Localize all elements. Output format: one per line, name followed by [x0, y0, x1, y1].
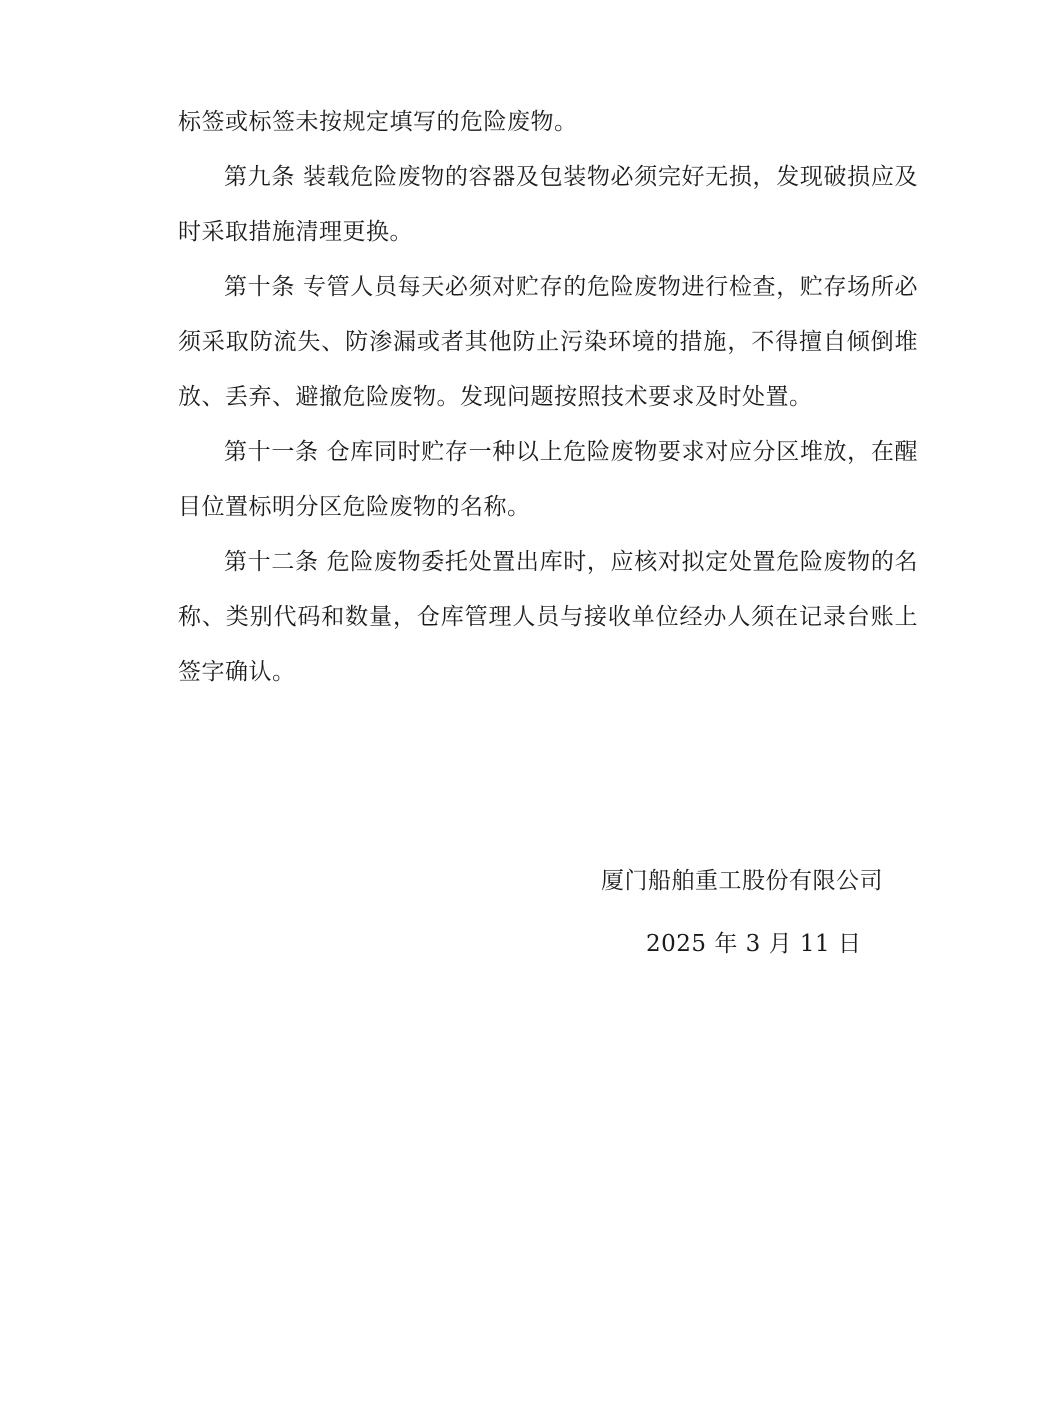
paragraph-article-12: 第十二条 危险废物委托处置出库时，应核对拟定处置危险废物的名称、类别代码和数量，仓库管理人员与接收单位经办人须在记录台账上签字确认。 — [178, 549, 918, 685]
paragraph-continuation: 标签或标签未按规定填写的危险废物。 — [178, 109, 578, 135]
document-body — [178, 95, 918, 700]
paragraph-article-9: 第九条 装载危险废物的容器及包装物必须完好无损，发现破损应及时采取措施清理更换。 — [178, 164, 918, 245]
paragraph-article-10: 第十条 专管人员每天必须对贮存的危险废物进行检查，贮存场所必须采取防流失、防渗漏或者其他防止污染环境的措施，不得擅自倾倒堆放、丢弃、避撤危险废物。发现问题按照技术要求及时处置。 — [178, 274, 918, 410]
signature-date: 2025 年 3 月 11 日 — [646, 931, 862, 957]
paragraph-article-11: 第十一条 仓库同时贮存一种以上危险废物要求对应分区堆放，在醒目位置标明分区危险废物的名称。 — [178, 439, 918, 520]
company-name: 厦门船舶重工股份有限公司 — [601, 868, 883, 894]
